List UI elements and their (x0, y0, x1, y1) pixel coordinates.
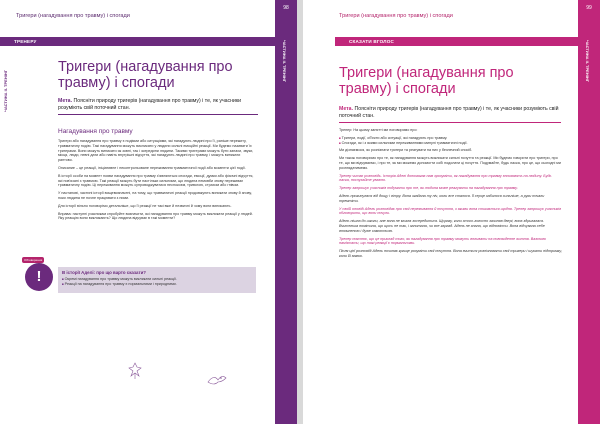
exclamation-icon: ! (25, 263, 53, 291)
left-paragraph: У настанові, частині історії вищевизначені, на тому, що травматичні реакції продовжують виникати знову й знову, поки людина не почне працювати з ними. (58, 191, 252, 200)
callout-item: ■ Реакції на нагадування про травму є нормальними і природними. (62, 282, 252, 287)
right-page (303, 0, 600, 424)
doodle-bird-icon (206, 372, 228, 388)
story-paragraph: Адель пішла до школи, але вона не могла зосередитися. Щоразу, коли хтось голосно зачиняв двері, вона здригалася. Вчителька помітила, що щось не так, і запитала, чи все гаразд. Адель не знала, що відповісти. Вона відчувала себе втомленою і дуже самотньою. (339, 219, 545, 233)
left-paragraph: В історії особи на момент появи нагадування про травму з'являються спогади, емоції, думки або фізичні відчуття, які пов'язані з травмою. Такі реакції можуть бути настільки сильними, що людина немовби знову переживає травматичну подію. Ці переживання можуть супроводжуватися неспокоєм, тривогою, страхом або гнівом. (58, 173, 254, 188)
right-goal (339, 106, 561, 123)
left-goal (58, 98, 258, 115)
right-intro: Тренер: На цьому занятті ми поговоримо про: (339, 128, 418, 132)
callout-title: В історії Аделі: про що варто сказати? (62, 270, 146, 275)
right-bullet: ■ Спогади, як і з якими сильними переживаннями минулі травматичні події. (339, 141, 563, 146)
discussion-callout (58, 267, 256, 293)
story-paragraph: Адель прокинулася від дощу і вітру. Вона згадала ту ніч, коли все сталося. Її серце забилося сильніше, а руки почали тремтіти. (339, 193, 545, 203)
right-page-number: 99 (586, 5, 592, 11)
left-goal-text: Поясніти природу тригерів (нагадування про травму) і те, як учасники розуміють свій поточний стан. (58, 98, 242, 111)
story-paragraph: Тренер запрошує учасників подумати про те, як людина може реагувати на нагадування про травму. (339, 186, 518, 191)
callout-list (62, 277, 252, 287)
left-section-band: ТРЕНЕРУ (0, 37, 275, 46)
left-side-strip (275, 0, 297, 424)
right-running-head: Тригери (нагадування про травму) і спогади (339, 13, 453, 19)
callout-item: ■ Окремі нагадування про травму можуть викликати сильні реакції. (62, 277, 252, 282)
right-side-strip (578, 0, 600, 424)
doodle-figure-icon (128, 362, 142, 380)
left-body (58, 139, 256, 224)
left-goal-label: Мета. (58, 98, 73, 104)
story-paragraph: Тренер пояснює, що це приклад того, як нагадування про травму можуть впливати на повсякденне життя. Важливо пам'ятати, що такі реакції є нормальними. (339, 236, 546, 246)
left-paragraph: Описание – це реакції, ініціативне і неконтрольоване переживання травматичної події або моменти цієї події. (58, 165, 246, 170)
right-goal-text: Поясніти природу тригерів (нагадування про травму) і те, як учасники розуміють свій поточний стан. (339, 106, 559, 119)
right-bullet: ■ Тригери, події, об'єкти або ситуації, які нагадують про травму. (339, 136, 563, 141)
left-subheading: Нагадування про травму (58, 128, 133, 135)
left-running-head: Тригери (нагадування про травму) і спогади (16, 13, 130, 19)
left-margin-label: ЧАСТИНА II. ТРЕНІНГ (3, 70, 8, 112)
story-paragraph: У своїй оповіді Адель розповідає про свої переживання й почуття, з якими вона стикається щодня. Тренер запрошує учасників обговорити, що вони почули. (339, 206, 562, 216)
right-bullet-list (339, 136, 563, 146)
right-side-label: ЧАСТИНА II. ТРЕНІНГ (585, 40, 590, 82)
left-page (0, 0, 297, 424)
story-paragraph: Після цієї розповіді Адель починає краще розуміти свої почуття. Вона вчиться розпізнавати свої тригери і шукати підтримку, коли їй важко. (339, 249, 563, 258)
right-goal-label: Мета. (339, 106, 354, 112)
discussion-tag: Обговорення (24, 258, 43, 262)
left-paragraph: Для історії вільно поговорімо детальніше, що її реакції не такі вже й незвичні й чому вони виникають. (58, 203, 232, 208)
right-section-band: СКАЗАТИ ВГОЛОС (335, 37, 578, 46)
left-page-number: 98 (283, 5, 289, 11)
right-paragraph: Ми дізнаємося, як розпізнати тригери та реагувати на них у безпечний спосіб. (339, 148, 473, 153)
left-paragraph: Вправа: наступні учасникам спробуйте визначити, які нагадування про травму можуть викликати реакції у людей. Яку реакцію вони викликають? Що людина відчуває в такі моменти? (58, 211, 253, 221)
left-paragraph: Тригери або нагадування про травму є подіями або ситуаціями, які нагадують людині про її, раніше пережиту, травматичну подію. Такі нагадування можуть викликати у людини сильні емоційні реакції. Ми будемо називати їх тригерами. Вони можуть виникати як зовні, так і зсередини людини. Такими тригерами можуть бути запахи, звуки, місця, люди, певні дати або навіть внутрішні відчуття, які нагадують людині про травму, і можуть виникати раптово. (58, 139, 254, 163)
right-page-title: Тригери (нагадування про травму) і спогади (339, 65, 514, 97)
right-paragraph: Ми також поговоримо про те, як нагадування можуть викликати сильні почуття та реакції. Ми будемо говорити про тригери, про те, що ми відчуваємо, і про те, як ми можемо допомогти собі подолати ці почуття. Подумайте, будь ласка, про це, що сьогодні ми розглядатимемо. (339, 156, 561, 170)
right-body (339, 128, 563, 262)
story-paragraph: Тренер читає розповідь. Історія Аделі допомагає нам зрозуміти, як нагадування про травму впливають на людину. Будь ласка, послухайте уважно. (339, 173, 552, 183)
left-page-title: Тригери (нагадування про травму) і спогади (58, 59, 233, 91)
left-side-label: ЧАСТИНА II. ТРЕНІНГ (282, 40, 287, 82)
